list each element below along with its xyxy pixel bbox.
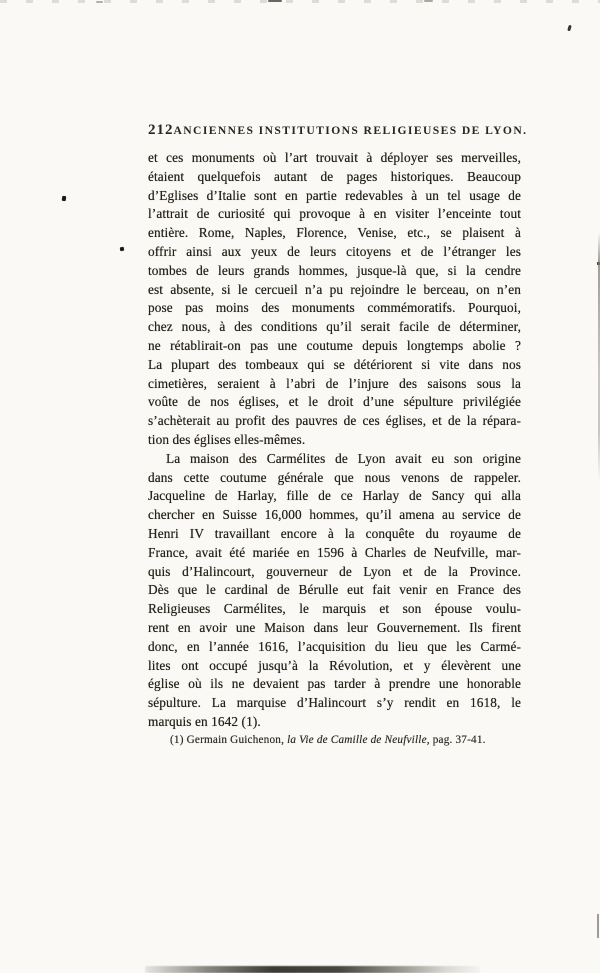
text-line: étaient quelquefois autant de pages historiques. Beaucoup (148, 168, 521, 184)
footnote-work-title: la Vie de Camille de Neufville (287, 734, 427, 746)
scan-shadow-band (145, 966, 480, 973)
text-line: Dès que le cardinal de Bérulle eut fait venir en France des (148, 582, 521, 598)
scan-edge-mark (424, 0, 433, 2)
footnote-citation-suffix: , pag. 37-41. (426, 734, 486, 746)
scan-edge-mark (268, 0, 282, 2)
text-line: dans cette coutume générale que nous venons de rappeler. (148, 469, 521, 485)
footnote (170, 733, 521, 747)
text-line: église où ils ne devaient pas tarder à prendre une honorable (148, 676, 521, 692)
text-line: sépulture. La marquise d’Halincourt s’y rendit en 1618, le (148, 695, 521, 711)
text-line: et ces monuments où l’art trouvait à déployer ses merveilles, (148, 150, 521, 165)
text-line: donc, en l’année 1616, l’acquisition du lieu que les Carmé- (148, 638, 521, 654)
text-line: offrir ainsi aux yeux de leurs citoyens et de l’étranger les (148, 243, 521, 259)
text-line: chez nous, à des conditions qu’il serait facile de déterminer, (148, 319, 521, 335)
text-line: entière. Rome, Naples, Florence, Venise, etc., se plaisent à (148, 225, 521, 241)
ink-speck (62, 196, 67, 202)
text-line: rent en avoir une Maison dans leur Gouvernement. Ils firent (148, 619, 521, 635)
text-line: lites ont occupé jusqu’à la Révolution, et y élevèrent une (148, 657, 521, 673)
ink-speck (120, 247, 125, 252)
scan-edge-mark (96, 1, 103, 3)
text-line: s’achèterait au profit des pauvres de ces églises, et de la répara- (148, 413, 521, 429)
page-header (148, 122, 528, 139)
text-line: chercher en Suisse 16,000 hommes, qu’il amena au service de (148, 507, 521, 523)
text-line: marquis en 1642 (1). (148, 713, 261, 729)
text-line: tion des églises elles-mêmes. (148, 431, 306, 447)
text-line: l’attrait de curiosité qui provoque à en visiter l’enceinte tout (148, 206, 521, 222)
text-line: Religieuses Carmélites, le marquis et son épouse voulu- (148, 601, 521, 617)
page-number: 212 (148, 122, 174, 138)
text-line: tombes de leurs grands hommes, jusque-là que, si la cendre (148, 262, 521, 278)
text-line: pose pas moins des monuments commémoratifs. Pourquoi, (148, 300, 521, 316)
text-line: La maison des Carmélites de Lyon avait eu son origine (166, 450, 521, 466)
text-line: quis d’Halincourt, gouverneur de Lyon et de la Province. (148, 563, 521, 579)
text-line: ne rétablirait-on pas une coutume depuis longtemps abolie ? (148, 337, 521, 353)
scan-edge-line (597, 914, 599, 938)
scan-edge-line (598, 232, 600, 482)
text-line: cimetières, seraient à l’abri de l’injure des saisons sous la (148, 375, 521, 391)
text-line: Henri IV travaillant encore à la conquête du royaume de (148, 525, 521, 541)
footnote-citation-prefix: (1) Germain Guichenon, (170, 734, 288, 746)
body-text (148, 149, 521, 732)
text-line: est absente, si le cercueil n’a pu rejoindre le berceau, on n’en (148, 281, 521, 297)
ink-speck (567, 25, 571, 31)
text-line: d’Eglises d’Italie sont en partie redevables à un tel usage de (148, 187, 521, 203)
text-line: Jacqueline de Harlay, fille de ce Harlay de Sancy qui alla (148, 488, 521, 504)
text-line: France, avait été mariée en 1596 à Charles de Neufville, mar- (148, 544, 521, 560)
text-line: La plupart des tombeaux qui se détériorent si vite dans nos (148, 356, 521, 372)
text-line: voûte de nos églises, et le droit d’une sépulture privilégiée (148, 394, 521, 410)
running-title: ANCIENNES INSTITUTIONS RELIGIEUSES DE LYON. (173, 124, 528, 137)
scan-edge-noise (0, 0, 600, 3)
